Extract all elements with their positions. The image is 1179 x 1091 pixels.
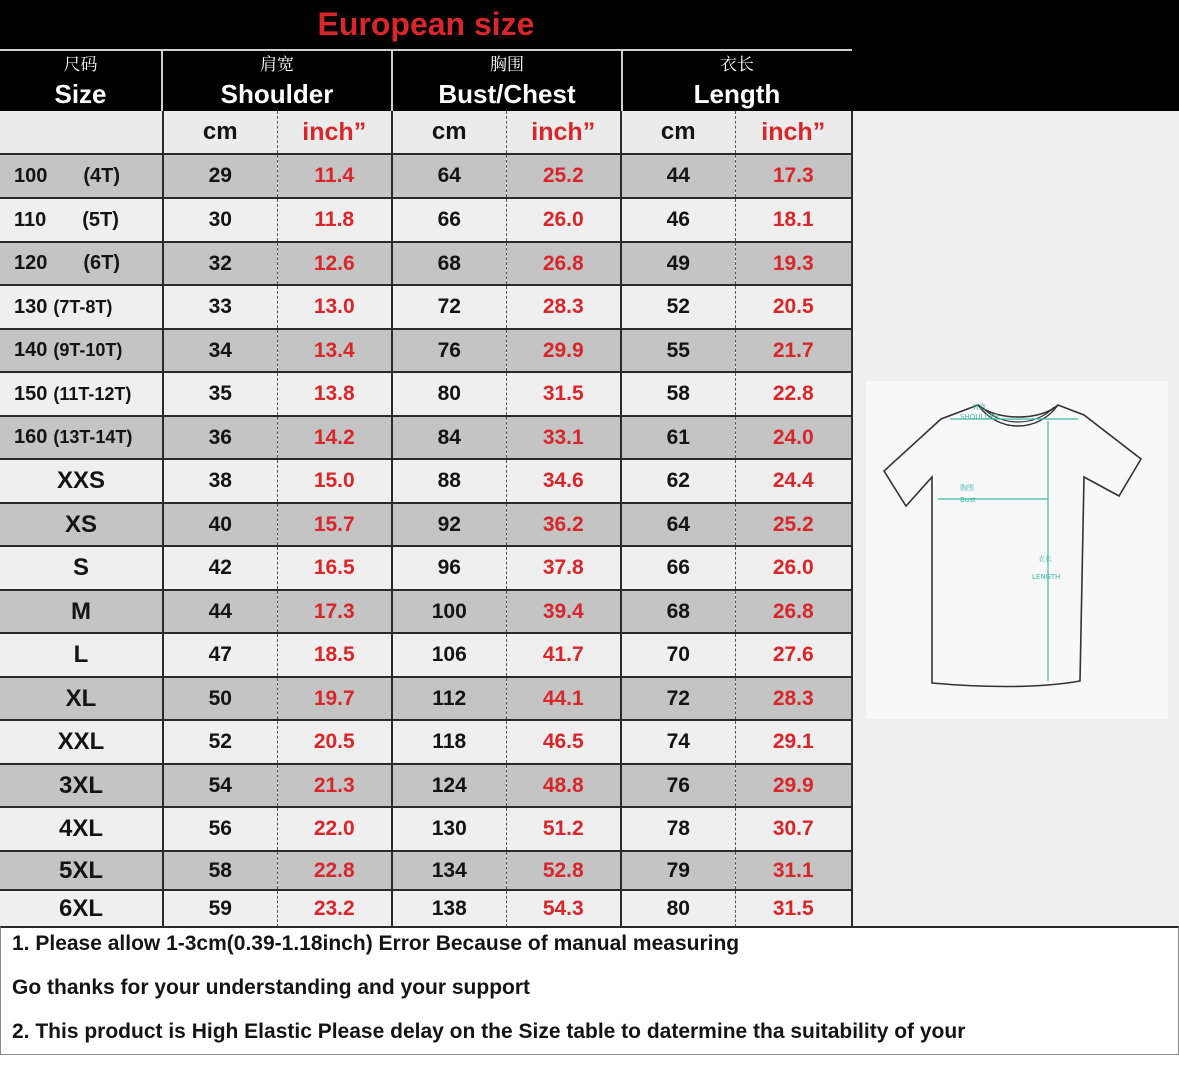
size-age: (6T)	[83, 252, 121, 274]
size-label	[0, 198, 163, 242]
bust-inch-value: 52.8	[506, 851, 621, 890]
table-row	[0, 633, 852, 677]
column-header-bust-cn: 胸围	[490, 55, 524, 74]
table-row	[0, 459, 852, 503]
bust-inch-value: 26.8	[506, 242, 621, 285]
bust-inch-value: 44.1	[506, 677, 621, 720]
length-cm-value: 58	[621, 372, 735, 416]
unit-cm-label: cm	[392, 111, 506, 154]
shoulder-cm-value: 59	[163, 890, 277, 928]
shoulder-cm-value: 44	[163, 590, 277, 633]
bust-inch-value: 28.3	[506, 285, 621, 329]
length-cm-value: 79	[621, 851, 735, 890]
bust-cn-label: 胸围	[960, 484, 974, 492]
shoulder-cm-value: 42	[163, 546, 277, 590]
shoulder-inch-value: 18.5	[277, 633, 392, 677]
bust-cm-value: 64	[392, 154, 506, 198]
size-code: 4XL	[58, 815, 103, 842]
bust-inch-value: 54.3	[506, 890, 621, 928]
shoulder-inch-value: 17.3	[277, 590, 392, 633]
length-inch-value: 24.0	[735, 416, 852, 459]
bust-en-label: Bust	[960, 496, 976, 504]
shoulder-inch-value: 21.3	[277, 764, 392, 807]
size-code: M	[71, 597, 91, 625]
shoulder-cm-value: 58	[163, 851, 277, 890]
size-label	[0, 372, 163, 416]
column-header-size-cn: 尺码	[63, 55, 98, 74]
size-label	[0, 764, 163, 807]
page-title: European size	[317, 6, 535, 42]
bust-inch-value: 46.5	[506, 720, 621, 764]
size-label	[0, 242, 163, 285]
shoulder-inch-value: 13.0	[277, 285, 392, 329]
shoulder-cm-value: 35	[163, 372, 277, 416]
length-cm-value: 61	[621, 416, 735, 459]
length-cm-value: 80	[621, 890, 735, 928]
bust-cm-value: 106	[392, 633, 506, 677]
unit-inch-label: inch”	[735, 111, 852, 154]
bust-cm-value: 138	[392, 890, 506, 928]
unit-cm-label: cm	[621, 111, 735, 154]
size-code: 100	[14, 164, 48, 187]
column-header-length-cn: 衣长	[720, 55, 754, 74]
length-cm-value: 46	[621, 198, 735, 242]
shoulder-inch-value: 13.4	[277, 329, 392, 372]
bust-inch-value: 37.8	[506, 546, 621, 590]
length-inch-value: 28.3	[735, 677, 852, 720]
bust-inch-value: 25.2	[506, 154, 621, 198]
length-inch-value: 29.1	[735, 720, 852, 764]
bust-cm-value: 68	[392, 242, 506, 285]
length-inch-value: 19.3	[735, 242, 852, 285]
table-row	[0, 198, 852, 242]
bust-cm-value: 134	[392, 851, 506, 890]
length-cm-value: 64	[621, 503, 735, 546]
table-row	[0, 764, 852, 807]
bust-inch-value: 36.2	[506, 503, 621, 546]
bust-cm-value: 118	[392, 720, 506, 764]
size-age: (7T-8T)	[53, 296, 113, 317]
shoulder-cm-value: 56	[163, 807, 277, 851]
size-age: (5T)	[82, 208, 119, 231]
bust-cm-value: 80	[392, 372, 506, 416]
column-header-length-en: Length	[693, 79, 781, 109]
bust-cm-value: 76	[392, 329, 506, 372]
table-row	[0, 242, 852, 285]
length-inch-value: 20.5	[735, 285, 852, 329]
table-row	[0, 851, 852, 890]
bust-cm-value: 84	[392, 416, 506, 459]
table-row	[0, 590, 852, 633]
shoulder-cm-value: 47	[163, 633, 277, 677]
size-label	[0, 285, 163, 329]
size-label	[0, 154, 163, 198]
length-inch-value: 30.7	[735, 807, 852, 851]
length-inch-value: 22.8	[735, 372, 852, 416]
shoulder-cm-value: 54	[163, 764, 277, 807]
shoulder-cm-value: 33	[163, 285, 277, 329]
table-row	[0, 720, 852, 764]
size-code: 160	[14, 426, 48, 448]
bust-cm-value: 92	[392, 503, 506, 546]
length-cm-value: 70	[621, 633, 735, 677]
shoulder-inch-value: 20.5	[277, 720, 392, 764]
unit-inch-label: inch”	[506, 111, 621, 154]
table-row	[0, 416, 852, 459]
size-code: S	[72, 554, 89, 581]
column-header-length	[623, 51, 851, 111]
length-cm-value: 74	[621, 720, 735, 764]
bust-cm-value: 66	[392, 198, 506, 242]
shoulder-cm-value: 29	[163, 154, 277, 198]
table-row	[0, 677, 852, 720]
length-cm-value: 76	[621, 764, 735, 807]
bust-cm-value: 100	[392, 590, 506, 633]
size-age: (4T)	[83, 164, 121, 187]
length-cm-value: 55	[621, 329, 735, 372]
size-label	[0, 416, 163, 459]
shoulder-inch-value: 19.7	[277, 677, 392, 720]
shoulder-cm-value: 50	[163, 677, 277, 720]
column-header-shoulder-en: Shoulder	[220, 79, 334, 109]
size-label	[0, 546, 163, 590]
size-label	[0, 459, 163, 503]
size-label	[0, 329, 163, 372]
column-header-bust	[393, 51, 621, 111]
length-inch-value: 17.3	[735, 154, 852, 198]
shoulder-cm-value: 34	[163, 329, 277, 372]
size-label	[0, 890, 163, 928]
shoulder-inch-value: 15.0	[277, 459, 392, 503]
bust-inch-value: 51.2	[506, 807, 621, 851]
bust-cm-value: 88	[392, 459, 506, 503]
size-code: 120	[14, 252, 48, 274]
bust-cm-value: 96	[392, 546, 506, 590]
size-code: 130	[14, 295, 48, 318]
shoulder-inch-value: 16.5	[277, 546, 392, 590]
bust-inch-value: 29.9	[506, 329, 621, 372]
shoulder-cm-value: 36	[163, 416, 277, 459]
shoulder-inch-value: 12.6	[277, 242, 392, 285]
shoulder-inch-value: 15.7	[277, 503, 392, 546]
tshirt-icon	[866, 381, 1168, 719]
length-cm-value: 78	[621, 807, 735, 851]
size-code: XS	[64, 510, 97, 538]
shoulder-cm-value: 30	[163, 198, 277, 242]
length-inch-value: 29.9	[735, 764, 852, 807]
size-table	[0, 111, 853, 929]
size-label	[0, 633, 163, 677]
shoulder-inch-value: 13.8	[277, 372, 392, 416]
column-header-bust-en: Bust/Chest	[438, 79, 576, 109]
shoulder-cn-label: 肩宽	[972, 403, 986, 411]
length-cn-label: 衣长	[1038, 555, 1052, 563]
length-inch-value: 25.2	[735, 503, 852, 546]
length-cm-value: 66	[621, 546, 735, 590]
shoulder-cm-value: 40	[163, 503, 277, 546]
column-header-size-en: Size	[54, 79, 107, 109]
size-label	[0, 590, 163, 633]
shoulder-inch-value: 22.8	[277, 851, 392, 890]
length-inch-value: 31.5	[735, 890, 852, 928]
length-cm-value: 52	[621, 285, 735, 329]
size-label	[0, 807, 163, 851]
bust-cm-value: 112	[392, 677, 506, 720]
tshirt-diagram	[866, 381, 1168, 719]
units-blank-cell	[0, 111, 163, 154]
shoulder-cm-value: 52	[163, 720, 277, 764]
unit-cm-label: cm	[163, 111, 277, 154]
length-cm-value: 72	[621, 677, 735, 720]
bust-inch-value: 41.7	[506, 633, 621, 677]
note-line-3: 2. This product is High Elastic Please delay on the Size table to datermine tha suitability of your	[12, 1020, 966, 1043]
bust-inch-value: 39.4	[506, 590, 621, 633]
size-label	[0, 720, 163, 764]
bust-inch-value: 26.0	[506, 198, 621, 242]
notes-box	[0, 926, 1179, 1055]
size-code: XL	[65, 684, 97, 712]
length-cm-value: 68	[621, 590, 735, 633]
shoulder-cm-value: 32	[163, 242, 277, 285]
length-inch-value: 18.1	[735, 198, 852, 242]
size-code: 110	[14, 208, 47, 231]
bust-cm-value: 72	[392, 285, 506, 329]
length-en-label: LENGTH	[1032, 573, 1061, 581]
size-code: XXL	[57, 728, 105, 755]
size-code: 150	[14, 382, 48, 405]
bust-inch-value: 48.8	[506, 764, 621, 807]
table-row	[0, 807, 852, 851]
bust-inch-value: 34.6	[506, 459, 621, 503]
length-inch-value: 31.1	[735, 851, 852, 890]
shoulder-cm-value: 38	[163, 459, 277, 503]
table-row	[0, 546, 852, 590]
column-header-shoulder	[163, 51, 391, 111]
units-row	[0, 111, 852, 154]
note-line-2: Go thanks for your understanding and your support	[12, 976, 531, 999]
size-label	[0, 677, 163, 720]
size-code: 140	[14, 339, 48, 361]
table-row	[0, 285, 852, 329]
bust-cm-value: 130	[392, 807, 506, 851]
size-age: (9T-10T)	[53, 340, 123, 360]
length-inch-value: 24.4	[735, 459, 852, 503]
table-row	[0, 890, 852, 928]
length-inch-value: 27.6	[735, 633, 852, 677]
size-label	[0, 851, 163, 890]
length-inch-value: 26.0	[735, 546, 852, 590]
shoulder-inch-value: 11.4	[277, 154, 392, 198]
note-line-1: 1. Please allow 1-3cm(0.39-1.18inch) Error Because of manual measuring	[12, 932, 740, 955]
shoulder-inch-value: 11.8	[277, 198, 392, 242]
shoulder-inch-value: 23.2	[277, 890, 392, 928]
length-inch-value: 21.7	[735, 329, 852, 372]
shoulder-en-label: SHOULDER	[960, 413, 999, 421]
length-inch-value: 26.8	[735, 590, 852, 633]
bust-cm-value: 124	[392, 764, 506, 807]
table-row	[0, 503, 852, 546]
size-label	[0, 503, 163, 546]
shoulder-inch-value: 14.2	[277, 416, 392, 459]
bust-inch-value: 31.5	[506, 372, 621, 416]
size-code: 5XL	[58, 856, 103, 884]
table-row	[0, 154, 852, 198]
table-row	[0, 329, 852, 372]
size-code: 6XL	[58, 895, 103, 922]
unit-inch-label: inch”	[277, 111, 392, 154]
size-age: (13T-14T)	[53, 427, 133, 447]
length-cm-value: 49	[621, 242, 735, 285]
length-cm-value: 62	[621, 459, 735, 503]
size-code: 3XL	[58, 771, 103, 799]
shoulder-inch-value: 22.0	[277, 807, 392, 851]
length-cm-value: 44	[621, 154, 735, 198]
column-header-size	[0, 51, 161, 111]
bust-inch-value: 33.1	[506, 416, 621, 459]
size-age: (11T-12T)	[53, 383, 132, 404]
size-code: L	[73, 641, 89, 668]
column-header-shoulder-cn: 肩宽	[260, 55, 294, 74]
table-row	[0, 372, 852, 416]
size-code: XXS	[56, 467, 106, 494]
